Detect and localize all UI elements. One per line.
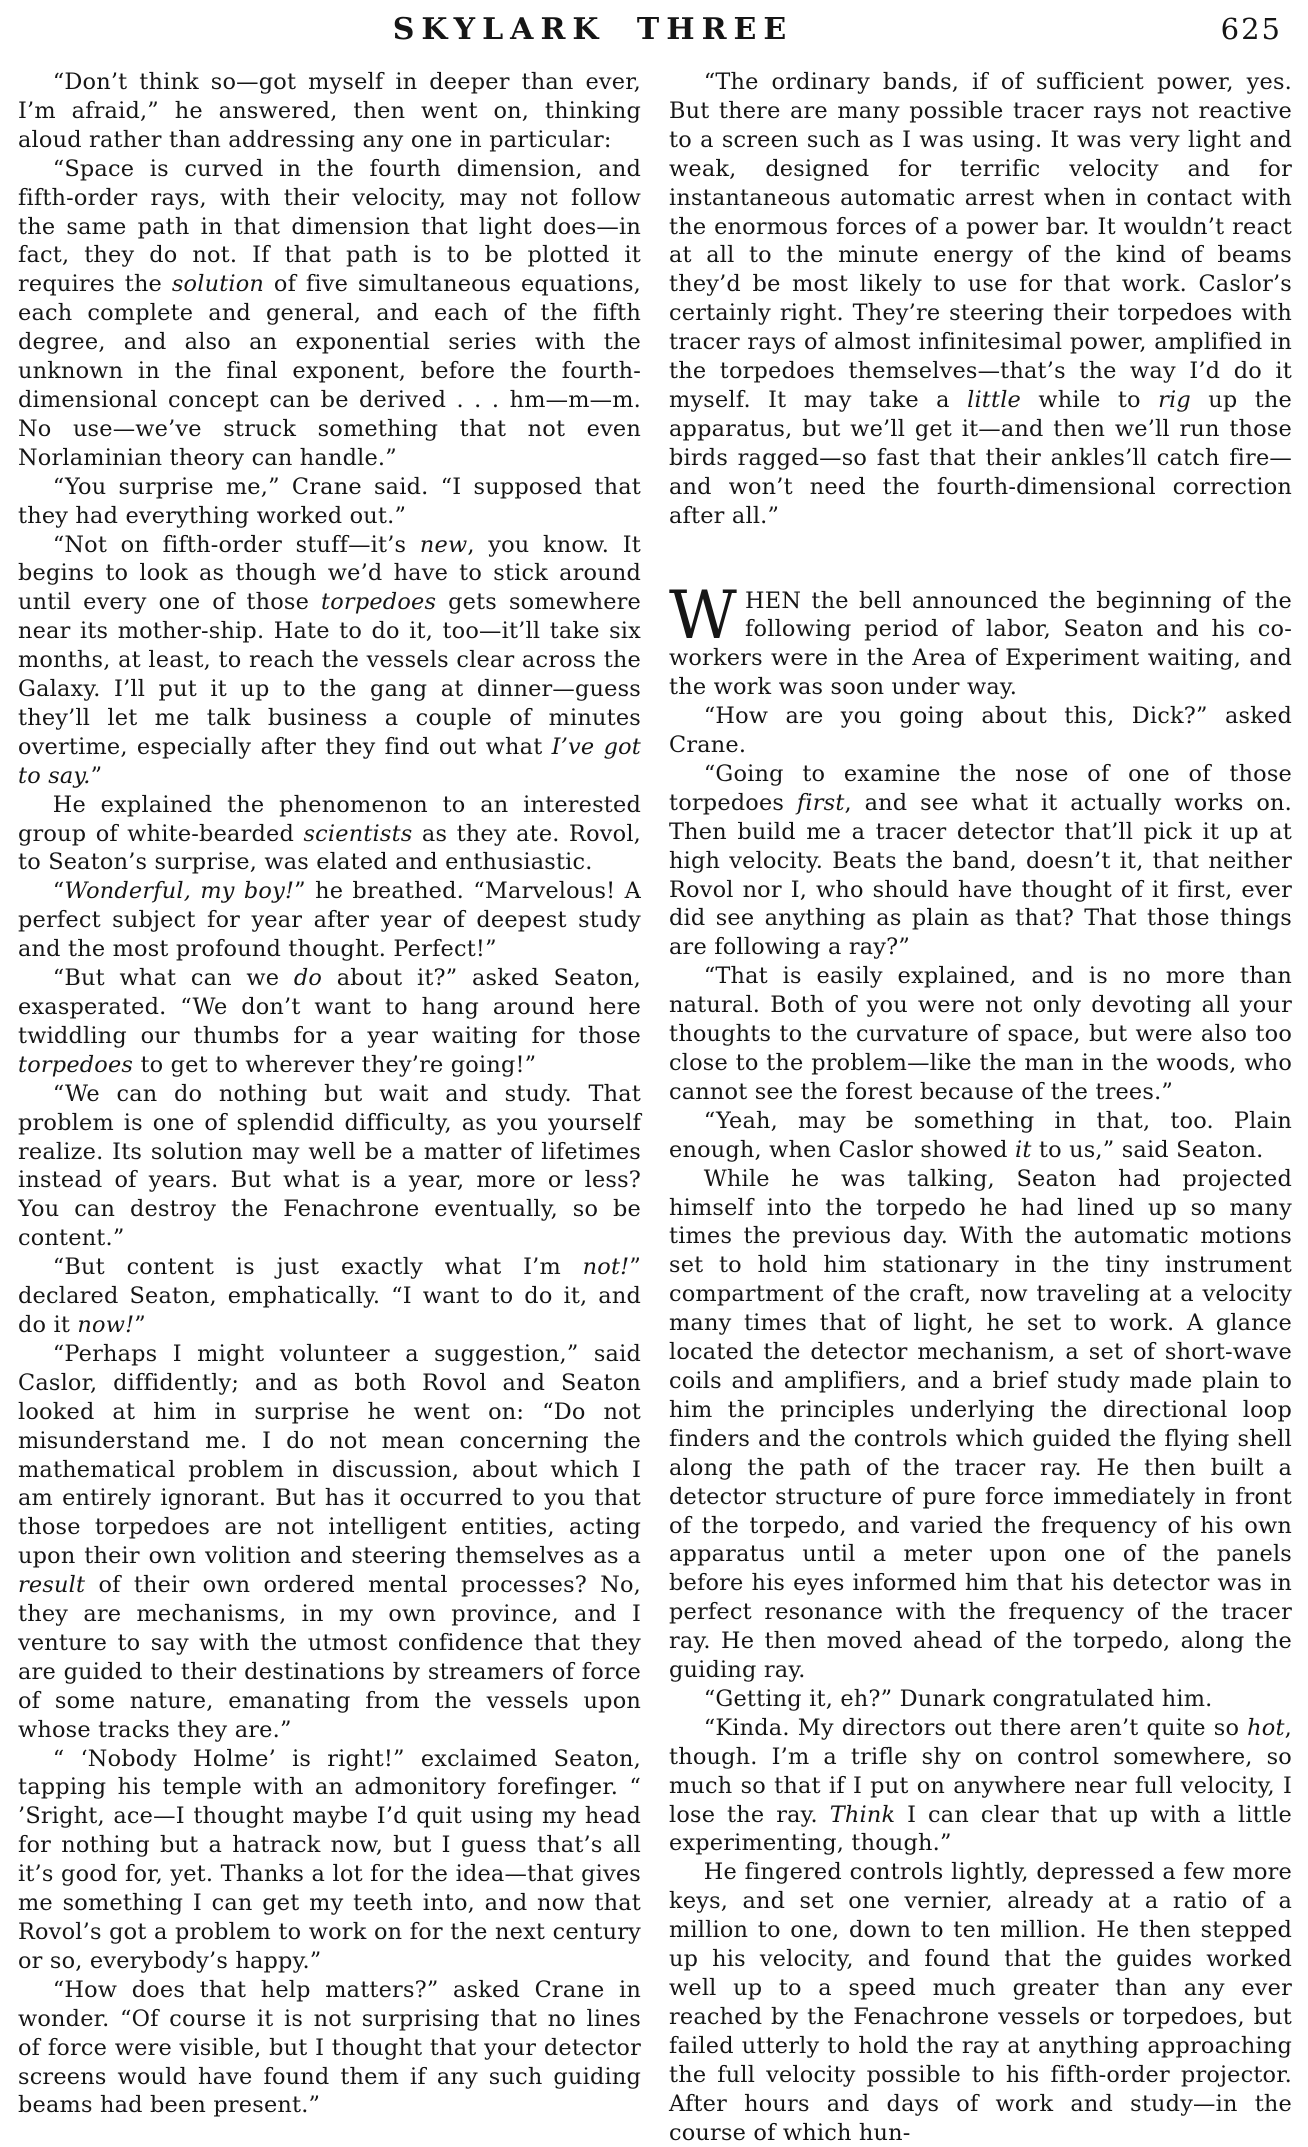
paragraph: “The ordinary bands, if of sufficient power, yes. But there are many possible tracer rays not reactive to a screen such as I was using. It was very light and weak, designed for terrific velocity and for instantaneous automatic arrest when in contact with the enormous forces of a power bar. It wouldn’t react at all to the minute energy of the kind of beams they’d be most likely to use for that work. Caslor’s certainly right. They’re steering their torpedoes with tracer rays of almost infinitesimal power, amplified in the torpedoes themselves—that’s the way I’d do it myself. It may take a little while to rig up the apparatus, but we’ll get it—and then we’ll run those birds ragged—so fast that their ankles’ll catch fire—and won’t need the fourth-dimensional correction after all.” <box>669 69 1292 529</box>
paragraph: “But content is just exactly what I’m not!” declared Seaton, emphatically. “I want to do it, and do it now!” <box>18 1254 641 1338</box>
paragraph: “How are you going about this, Dick?” asked Crane. <box>669 703 1292 759</box>
paragraph: “Perhaps I might volunteer a suggestion,” said Caslor, diffidently; and as both Rovol and Seaton looked at him in surprise he went on: “Do not misunderstand me. I do not mean concerning the mathematical problem in discussion, about which I am entirely ignorant. But has it occurred to you that those torpedoes are not intelligent entities, acting upon their own volition and steering themselves as a result of their own ordered mental processes? No, they are mechanisms, in my own province, and I venture to say with the utmost confidence that they are guided to their destinations by streamers of force of some nature, emanating from the vessels upon whose tracks they are.” <box>18 1340 641 1743</box>
page-body <box>18 68 1292 2147</box>
paragraph: “Yeah, may be something in that, too. Plain enough, when Caslor showed it to us,” said Seaton. <box>669 1107 1292 1163</box>
paragraph: “How does that help matters?” asked Crane in wonder. “Of course it is not surprising that no lines of force were visible, but I thought that your detector screens would have found them if any such guiding beams had been present.” <box>18 1976 641 2119</box>
section-paragraph <box>669 576 1292 703</box>
left-column-paragraphs <box>18 68 641 2120</box>
paragraph: “You surprise me,” Crane said. “I supposed that they had everything worked out.” <box>18 473 641 529</box>
page-number: 625 <box>1220 12 1282 46</box>
paragraph: “Don’t think so—got myself in deeper than ever, I’m afraid,” he answered, then went on, thinking aloud rather than addressing any one in particular: <box>18 69 641 153</box>
paragraph: “Going to examine the nose of one of those torpedoes first, and see what it actually works on. Then build me a tracer detector that’ll pick it up at high velocity. Beats the band, doesn’t it, that neither Rovol nor I, who should have thought of it first, ever did see anything as plain as that? That those things are following a ray?” <box>669 760 1292 961</box>
left-column <box>18 68 641 2147</box>
paragraph: “Wonderful, my boy!” he breathed. “Marvelous! A perfect subject for year after year of deepest study and the most profound thought. Perfect!” <box>18 878 641 963</box>
paragraph: “Kinda. My directors out there aren’t quite so hot, though. I’m a trifle shy on control somewhere, so much so that if I put on anywhere near full velocity, I lose the ray. Think I can clear that up with a little experimenting, though.” <box>669 1714 1292 1857</box>
page-header <box>18 10 1292 54</box>
paragraph: He explained the phenomenon to an interested group of white-bearded scientists as they ate. Rovol, to Seaton’s surprise, was elated and enthusiastic. <box>18 791 642 876</box>
paragraph: He fingered controls lightly, depressed a few more keys, and set one vernier, already at a ratio of a million to one, down to ten million. He then stepped up his velocity, and found that the guides worked well up to a speed much greater than any ever reached by the Fenachrone vessels or torpedoes, but failed utterly to hold the ray at anything approaching the full velocity possible to his fifth-order projector. After hours and days of work and study—in the course of which hun- <box>669 1859 1292 2146</box>
paragraph: “Not on fifth-order stuff—it’s new, you know. It begins to look as though we’d have to stick around until every one of those torpedoes gets somewhere near its mother-ship. Hate to do it, too—it’ll take six months, at least, to reach the vessels clear across the Galaxy. I’ll put it up to the gang at dinner—guess they’ll let me talk business a couple of minutes overtime, especially after they find out what I’ve got to say.” <box>18 531 641 789</box>
paragraph: “ ‘Nobody Holme’ is right!” exclaimed Seaton, tapping his temple with an admonitory forefinger. “ ’Sright, ace—I thought maybe I’d quit using my head for nothing but a hatrack now, but I guess that’s all it’s good for, yet. Thanks a lot for the idea—that gives me something I can get my teeth into, and now that Rovol’s got a problem to work on for the next century or so, everybody’s happy.” <box>18 1745 641 1974</box>
section-paragraph-text: HEN the bell announced the beginning of the following period of labor, Seaton and his co-workers were in the Area of Experiment waiting, and the work was soon under way. <box>669 587 1292 701</box>
paragraph: “Space is curved in the fourth dimension, and fifth-order rays, with their velocity, may not follow the same path in that dimension that light does—in fact, they do not. If that path is to be plotted it requires the solution of five simultaneous equations, each complete and general, and each of the fifth degree, and also an exponential series with the unknown in the final exponent, before the fourth-dimensional concept can be derived . . . hm—m—m. No use—we’ve struck something that not even Norlaminian theory can handle.” <box>18 155 641 471</box>
paragraph: “Getting it, eh?” Dunark congratulated him. <box>703 1685 1213 1712</box>
right-column <box>669 68 1292 2147</box>
right-column-paragraphs-bottom <box>669 702 1292 2147</box>
drop-cap: W <box>669 576 738 654</box>
paragraph: “That is easily explained, and is no more than natural. Both of you were not only devoting all your thoughts to the curvature of space, but were also too close to the problem—like the man in the woods, who cannot see the forest because of the trees.” <box>669 963 1292 1105</box>
paragraph: “But what can we do about it?” asked Seaton, exasperated. “We don’t want to hang around here twiddling our thumbs for a year waiting for those torpedoes to get to wherever they’re going!” <box>18 965 641 1078</box>
page-title: SKYLARK THREE <box>392 12 794 47</box>
right-column-paragraphs-top <box>669 68 1292 531</box>
paragraph: “We can do nothing but wait and study. That problem is one of splendid difficulty, as you yourself realize. Its solution may well be a matter of lifetimes instead of years. But what is a year, more or less? You can destroy the Fenachrone eventually, so be content.” <box>18 1080 641 1252</box>
paragraph: While he was talking, Seaton had projected himself into the torpedo he had lined up so many times the previous day. With the automatic motions set to hold him stationary in the tiny instrument compartment of the craft, now traveling at a velocity many times that of light, he set to work. A glance located the detector mechanism, a set of short-wave coils and amplifiers, and a brief study made plain to him the principles underlying the directional loop finders and the controls which guided the flying shell along the path of the tracer ray. He then built a detector structure of pure force immediately in front of the torpedo, and varied the frequency of his own apparatus until a meter upon one of the panels before his eyes informed him that his detector was in perfect resonance with the frequency of the tracer ray. He then moved ahead of the torpedo, along the guiding ray. <box>669 1165 1292 1684</box>
